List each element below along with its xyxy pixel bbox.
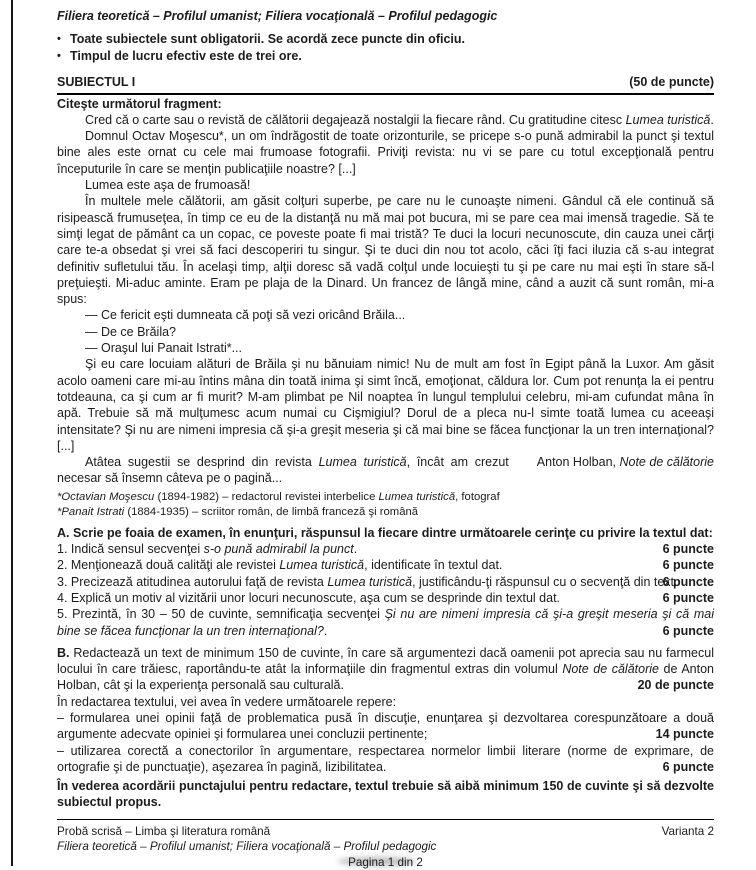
exam-page (57, 4, 714, 870)
footnote: *Panait Istrati (1884-1935) – scriitor român, de limbă franceză şi română (57, 505, 419, 518)
question-item-4: 4. Explică un motiv al vizitării unor locuri necunoscute, aşa cum se desprinde din textul dat. 6 puncte (57, 590, 714, 605)
question-points: 6 puncte (662, 623, 714, 638)
exam-rules (57, 31, 714, 65)
fragment-paragraph: Anton Holban, Note de călătorie Atâtea sugestii se desprind din revista Lumea turistică, încât am crezut necesar să însemn câteva pe o pagină... (57, 455, 714, 486)
fragment-paragraph: Domnul Octav Moşescu*, un om îndrăgostit de toate orizonturile, se pricepe s-o pună admirabil la punct şi textul bine ales este ornat cu cele mai frumoase fotografii. Priviţi revista: nu vi se pare cu totul excepţională pentru începuturile în care se menţin publicaţiile noastre? [...] (57, 129, 714, 176)
page-footer (57, 819, 714, 870)
rule-item: • Timpul de lucru efectiv este de trei ore. (57, 48, 714, 65)
footer-exam-name: Probă scrisă – Limba şi literatura română (57, 824, 271, 838)
question-points: 6 puncte (662, 574, 714, 589)
criteria-points: 6 puncte (662, 759, 714, 774)
footer-page-number: Pagina 1 din 2 (348, 855, 423, 869)
fragment-paragraph: În multele mele călătorii, am găsit colţuri superbe, pe care nu le cunoaşte nimeni. Gândul că ele continuă să risipească frumuseţea, în timp ce eu de la distanţă nu mă mai pot bucura, mi se pare cea mai imensă tragedie. Să te simţi legat de pământ ca un copac, ce poveste poate fi mai tristă? Te duci la locuri necunoscute, din cauza unei cărţi care te-a obsedat şi vrei să faci descoperiri tu singur. Şi te duci din nou tot acolo, căci îţi faci iluzia că s-au integrat definitiv sufletului tău. În acelaşi timp, alţii doresc să vadă colţul unde locuieşti tu şi pe care nu mai eşti în stare să-l preţuieşti. Mi-aduc aminte. Eram pe plaja de la Dinard. Un francez de lângă mine, când a auzit că sunt român, mi-a spus: (57, 194, 714, 307)
dialogue-line: — Ce fericit eşti dumneata că poţi să vezi oricând Brăila... (85, 308, 406, 323)
dialogue-line: — De ce Brăila? (85, 324, 177, 339)
footnotes (57, 490, 714, 520)
fragment-paragraph: Lumea este aşa de frumoasă! (85, 178, 251, 193)
fragment-paragraph: Cred că o carte sau o revistă de călătorii degajează nostalgii la fiecare rând. Cu gratitudine citesc Lumea turistică. (85, 112, 714, 127)
fragment-paragraph: Şi eu care locuiam alături de Brăila şi nu bănuiam nimic! Nu de mult am fost în Egipt până la Luxor. Am găsit acolo oameni care mi-au întins mâna din toată inima şi simt încă, emoţionat, căldura lor. Cum pot renunţa la ei pentru totdeauna, ca şi cum ar fi murit? M-am plimbat pe Nil noaptea în lungul templului celebru, mi-am cufundat mâna în apă. Trebuie să mă mulţumesc acum numai cu Cişmigiul? Dorul de a pleca nu-l simte toată lumea cu aceeaşi intensitate? Şi nu are nimeni impresia că şi-a greşit meseria şi că mai bine se făcea funcţionar la un tren internaţional? [...] (57, 357, 714, 453)
attribution: Anton Holban, Note de călătorie (536, 455, 714, 470)
section-b-points: 20 de puncte (637, 678, 714, 693)
section-b-task: B. Redactează un text de minimum 150 de cuvinte, în care să argumentezi dacă oamenii pot aprecia sau nu farmecul locului în care trăiesc, raportându-te atât la informaţiile din fragmentul extras din volumul Note de călătorie de Anton Holban, cât şi la experienţa personală sau culturală. 20 de puncte (57, 645, 714, 693)
subject-title: SUBIECTUL I (57, 75, 136, 90)
fragment-text (57, 112, 714, 487)
question-item-5: 5. Prezintă, în 30 – 50 de cuvinte, semnificaţia secvenţei Şi nu are nimeni impresia că şi-a greşit meseria şi că mai bine se făcea funcţionar la un tren internaţional?. 6 puncte (57, 607, 714, 638)
footer-filiera: Filiera teoretică – Profilul umanist; Filiera vocaţională – Profilul pedagogic (57, 840, 437, 854)
exam-header-filiera: Filiera teoretică – Profilul umanist; Filiera vocaţională – Profilul pedagogic (57, 9, 498, 23)
footnote: *Octavian Moşescu (1894-1982) – redactorul revistei interbelice Lumea turistică, fotograf (57, 490, 500, 503)
subject-points: (50 de puncte) (629, 75, 714, 90)
question-points: 6 puncte (662, 590, 714, 605)
criteria-item-2: – utilizarea corectă a conectorilor în argumentare, respectarea normelor limbii literare (norme de exprimare, de ortografie şi de punctuaţie), aşezarea în pagină, lizibilitatea. 6 puncte (57, 743, 714, 774)
footer-variant: Varianta 2 (661, 824, 714, 838)
redaction-note: În vederea acordării punctajului pentru redactare, textul trebuie să aibă minimum 150 de cuvinte şi să dezvolte subiectul propus. (57, 779, 714, 810)
dialogue-line: — Oraşul lui Panait Istrati*... (85, 341, 243, 356)
subject-heading (57, 71, 714, 94)
criteria-item-1: – formularea unei opinii faţă de problematica pusă în discuţie, enunţarea şi dezvoltarea corespunzătoare a două argumente adecvate opiniei şi formularea unei concluzii pertinente; 14 puncte (57, 710, 714, 742)
criteria-points: 14 puncte (655, 727, 714, 742)
scan-edge-line (11, 0, 13, 866)
section-a-heading: A. Scrie pe foaia de examen, în enunţuri, răspunsul la fiecare dintre următoarele cerinţe cu privire la textul dat: (57, 525, 713, 540)
question-item-1: 1. Indică sensul secvenţei s-o pună admirabil la punct. 6 puncte (57, 542, 714, 557)
section-b (57, 645, 714, 811)
question-points: 6 puncte (662, 542, 714, 557)
question-item-2: 2. Menţionează două calităţi ale revistei Lumea turistică, identificate în textul dat. 6 puncte (57, 558, 714, 573)
rule-item: • Toate subiectele sunt obligatorii. Se acordă zece puncte din oficiu. (57, 31, 714, 48)
question-item-3: 3. Precizează atitudinea autorului faţă de revista Lumea turistică, justificându-ţi răspunsul cu o secvenţă din text. 6 puncte (57, 574, 714, 589)
read-instruction: Citeşte următorul fragment: (57, 96, 222, 111)
section-b-intro: În redactarea textului, vei avea în vedere următoarele repere: (57, 694, 397, 709)
question-points: 6 puncte (662, 558, 714, 573)
